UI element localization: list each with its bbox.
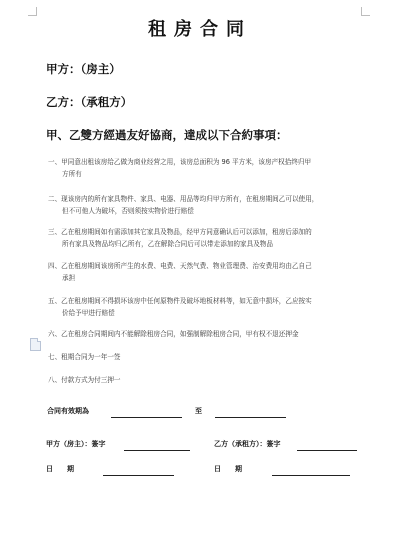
document-title: 租房合同: [148, 19, 252, 40]
party-a-heading: 甲方：（房主）: [46, 62, 121, 76]
party-b-signature-line: [297, 450, 357, 451]
party-a-signature-line: [124, 450, 190, 451]
party-b-signature-label: 乙方（承租方）：簽字: [214, 440, 281, 448]
validity-label: 合同有效期為: [47, 407, 89, 415]
clause-8: [48, 375, 358, 387]
clause-5: [48, 296, 358, 319]
party-b-date-label: 日 期: [214, 465, 242, 473]
clause-line: 但不可他人为破坏，否则须按实物价进行赔偿: [62, 206, 194, 215]
clause-1: [48, 157, 358, 180]
clause-line: 所有家具及物品均归乙所有，乙在解除合同后可以带走添加的家具及物品: [62, 239, 273, 248]
clause-3: [48, 227, 358, 250]
clause-line: 八、付款方式为付三押一: [48, 376, 121, 384]
clause-line: 方所有: [62, 169, 82, 178]
clause-line: 七、租期合同为一年一签: [48, 353, 121, 361]
party-a-date-line: [103, 475, 174, 476]
party-b-date-line: [272, 475, 350, 476]
validity-end-line: [215, 417, 286, 418]
clause-line: 五、乙在租房期间不得损坏该房中任何原物件及破坏地板材料等，如无意中损坏，乙应按实: [48, 297, 312, 305]
validity-start-line: [111, 417, 182, 418]
clause-line: 三、乙在租房期间如有需添加其它家具及物品，经甲方同意确认后可以添加，租房后添加的: [48, 228, 312, 236]
party-b-heading: 乙方：（承租方）: [46, 95, 133, 109]
clause-line: 价给予甲进行赔偿: [62, 308, 115, 317]
clause-line: 六、乙在租房合同期间内不能解除租房合同，如强制解除租房合同，甲有权不退还押金: [48, 330, 299, 338]
clause-7: [48, 352, 358, 364]
clause-4: [48, 261, 358, 284]
clause-line: 四、乙在租房期间该房所产生的水费、电费、天然气费、物业管理费、治安费用均由乙自己: [48, 262, 312, 270]
party-a-signature-label: 甲方（房主）：簽字: [46, 440, 106, 448]
party-a-date-label: 日 期: [46, 465, 74, 473]
clause-line: 承担: [62, 273, 76, 282]
validity-to-label: 至: [195, 407, 202, 415]
clause-6: [48, 329, 358, 341]
agreement-lead: 甲、乙雙方經過友好協商，達成以下合約事項：: [46, 128, 288, 142]
clause-line: 二、现该房内的所有家具物件、家具、电器、用品等均归甲方所有，在租房期间乙可以使用，: [48, 195, 319, 203]
comment-note-icon[interactable]: [30, 338, 41, 351]
clause-line: 一、甲同意出租该房给乙做为商业经营之用，该房总面积为 96 平方米，该房产权拾终归甲: [48, 158, 312, 166]
clause-2: [48, 194, 358, 217]
